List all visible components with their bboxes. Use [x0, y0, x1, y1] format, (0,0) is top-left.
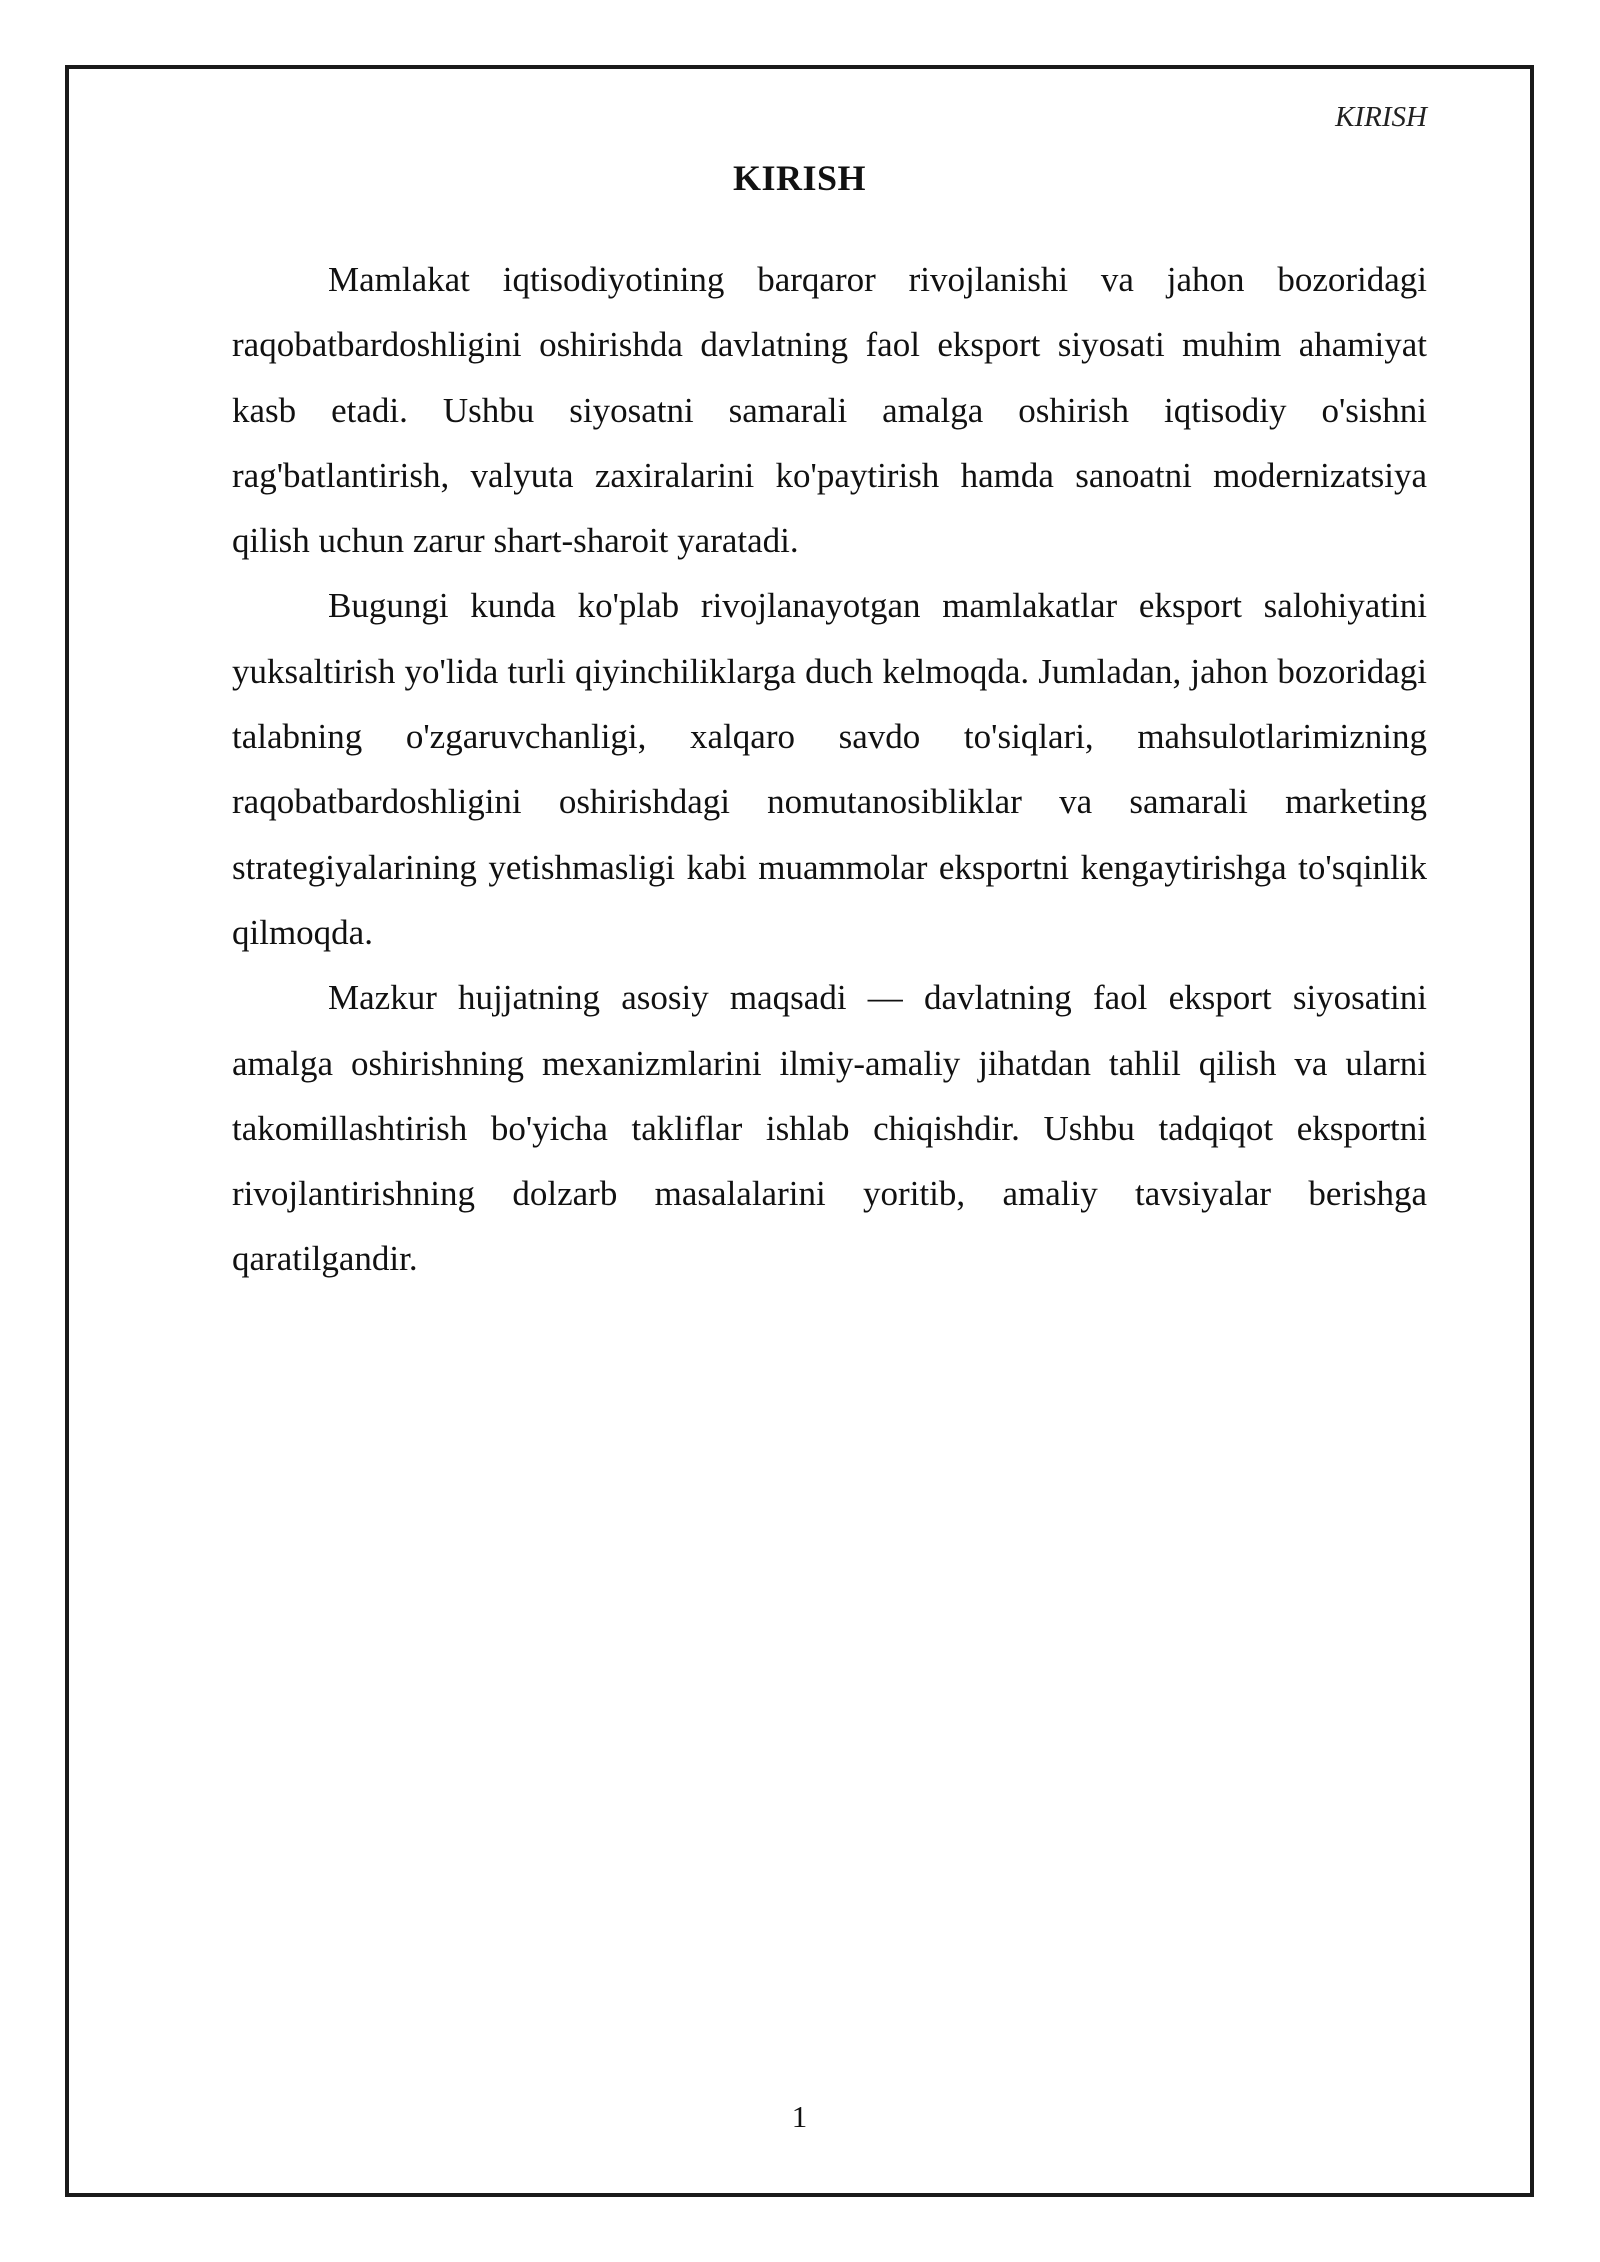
running-header: KIRISH	[1335, 101, 1427, 133]
paragraph: Mamlakat iqtisodiyotining barqaror rivojlanishi va jahon bozoridagi raqobatbardoshligini oshirishda davlatning faol eksport siyosati muhim ahamiyat kasb etadi. Ushbu siyosatni samarali amalga oshirish iqtisodiy o'sishni rag'batlantirish, valyuta zaxiralarini ko'paytirish hamda sanoatni modernizatsiya qilish uchun zarur shart-sharoit yaratadi.	[232, 260, 1427, 561]
document-body	[232, 247, 1427, 1292]
paragraph: Bugungi kunda ko'plab rivojlanayotgan mamlakatlar eksport salohiyatini yuksaltirish yo'lida turli qiyinchiliklarga duch kelmoqda. Jumladan, jahon bozoridagi talabning o'zgaruvchanligi, xalqaro savdo to'siqlari, mahsulotlarimizning raqobatbardoshligini oshirishdagi nomutanosibliklar va samarali marketing strategiyalarining yetishmasligi kabi muammolar eksportni kengaytirishga to'sqinlik qilmoqda.	[232, 586, 1427, 952]
document-title: KIRISH	[732, 158, 867, 198]
page-frame	[65, 65, 1534, 2197]
page-number: 1	[791, 2099, 808, 2134]
paragraph: Mazkur hujjatning asosiy maqsadi — davlatning faol eksport siyosatini amalga oshirishning mexanizmlarini ilmiy-amaliy jihatdan tahlil qilish va ularni takomillashtirish bo'yicha takliflar ishlab chiqishdir. Ushbu tadqiqot eksportni rivojlantirishning dolzarb masalalarini yoritib, amaliy tavsiyalar berishga qaratilgandir.	[232, 978, 1427, 1279]
